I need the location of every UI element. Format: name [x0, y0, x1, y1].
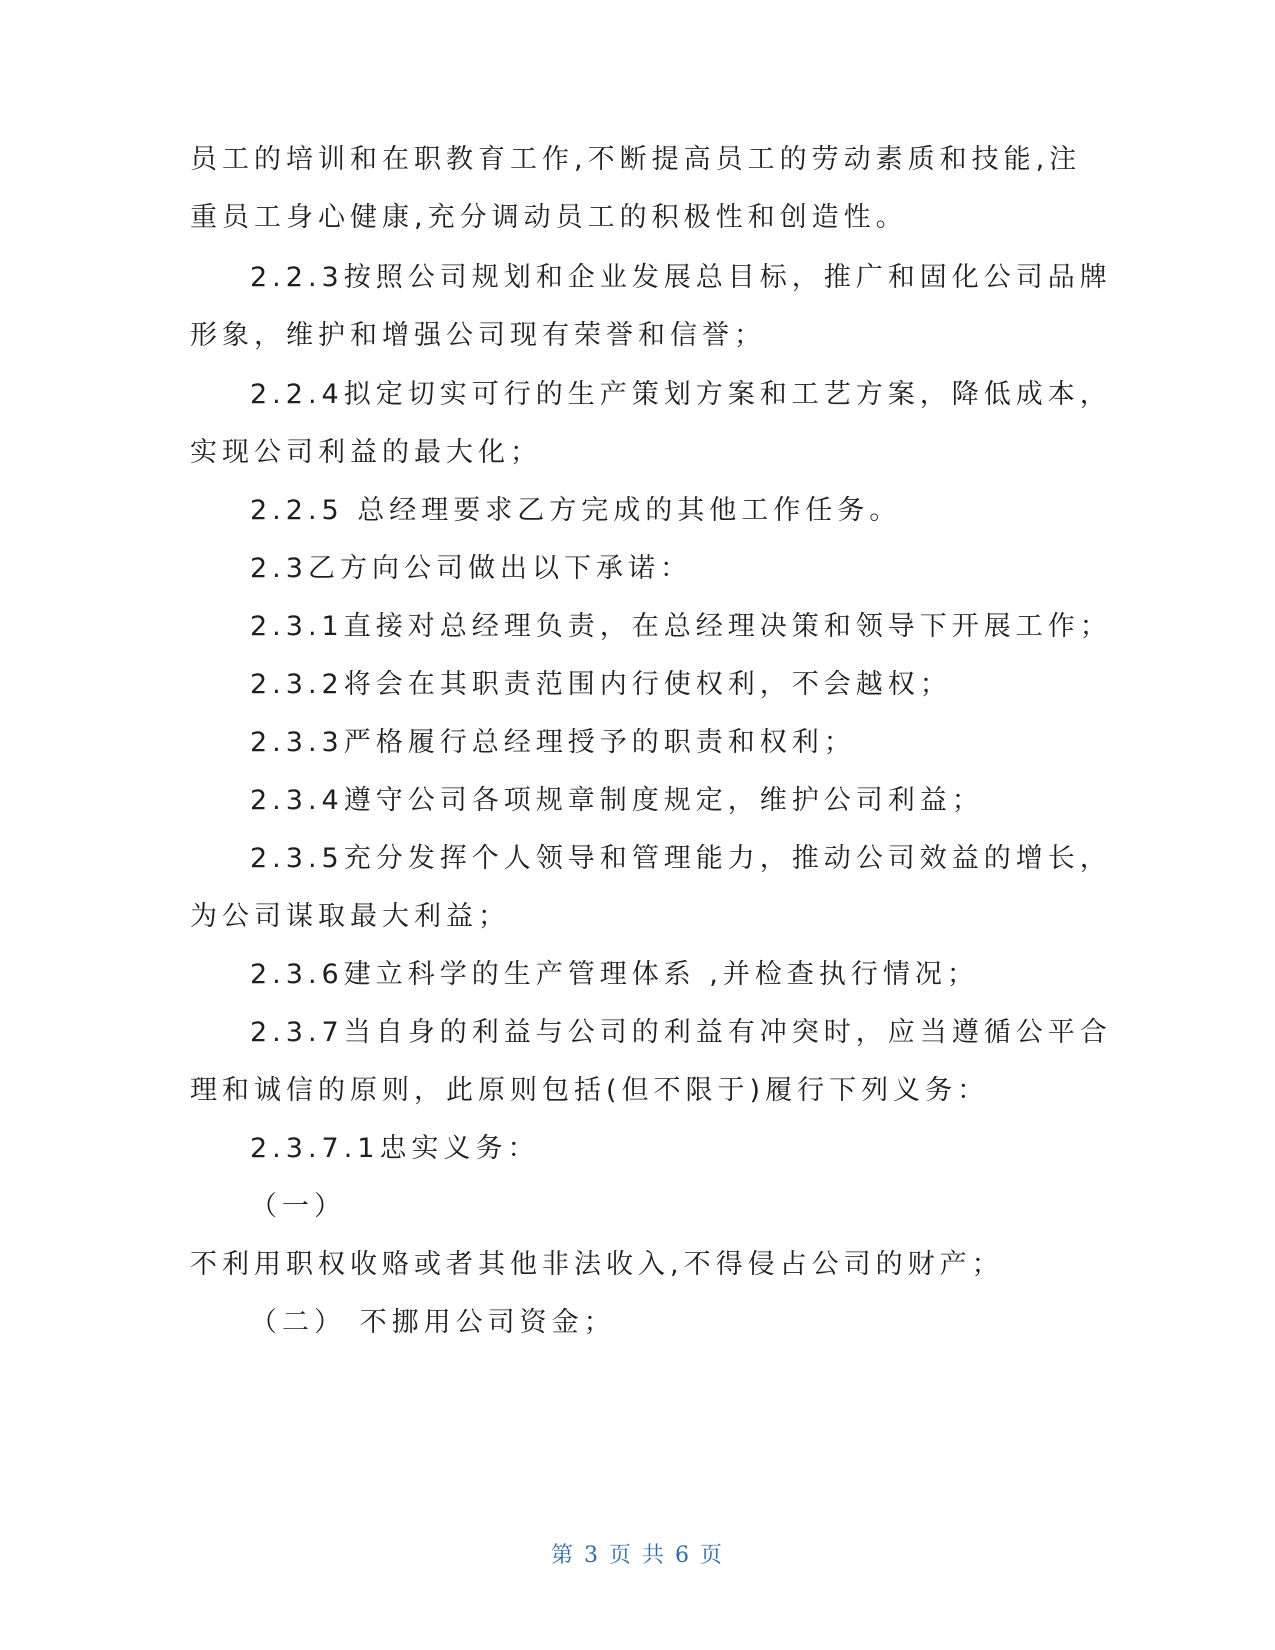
- text-line: 2.2.4拟定切实可行的生产策划方案和工艺方案，降低成本，: [250, 379, 1112, 410]
- text-line: 2.3.7.1忠实义务：: [250, 1133, 540, 1164]
- text-line: 实现公司利益的最大化；: [190, 437, 542, 468]
- text-line: 2.2.3按照公司规划和企业发展总目标，推广和固化公司品牌: [250, 262, 1112, 293]
- text-line: 2.3.1直接对总经理负责，在总经理决策和领导下开展工作；: [250, 611, 1112, 642]
- text-line: 为公司谋取最大利益；: [190, 901, 510, 932]
- text-line: 重员工身心健康,充分调动员工的积极性和创造性。: [190, 202, 908, 233]
- text-line: 2.3.7当自身的利益与公司的利益有冲突时，应当遵循公平合: [250, 1017, 1112, 1048]
- text-line: 2.3.2将会在其职责范围内行使权利，不会越权；: [250, 669, 952, 700]
- text-line: 2.3.3严格履行总经理授予的职责和权利；: [250, 727, 856, 758]
- text-line: 理和诚信的原则，此原则包括(但不限于)履行下列义务：: [190, 1075, 990, 1106]
- text-line: （一）: [250, 1191, 346, 1222]
- text-line: 不利用职权收赂或者其他非法收入,不得侵占公司的财产；: [190, 1249, 1004, 1280]
- text-line: 2.3.6建立科学的生产管理体系 ,并检查执行情况；: [250, 959, 979, 990]
- text-line: （二） 不挪用公司资金；: [250, 1307, 616, 1338]
- text-line: 2.2.5 总经理要求乙方完成的其他工作任务。: [250, 495, 902, 526]
- page-number: 第 3 页 共 6 页: [551, 1543, 724, 1568]
- text-line: 2.3.5充分发挥个人领导和管理能力，推动公司效益的增长，: [250, 843, 1112, 874]
- text-line: 2.3.4遵守公司各项规章制度规定，维护公司利益；: [250, 785, 984, 816]
- text-line: 形象，维护和增强公司现有荣誉和信誉；: [190, 320, 766, 351]
- text-line: 2.3乙方向公司做出以下承诺：: [250, 553, 692, 584]
- text-line: 员工的培训和在职教育工作,不断提高员工的劳动素质和技能,注: [190, 144, 1082, 175]
